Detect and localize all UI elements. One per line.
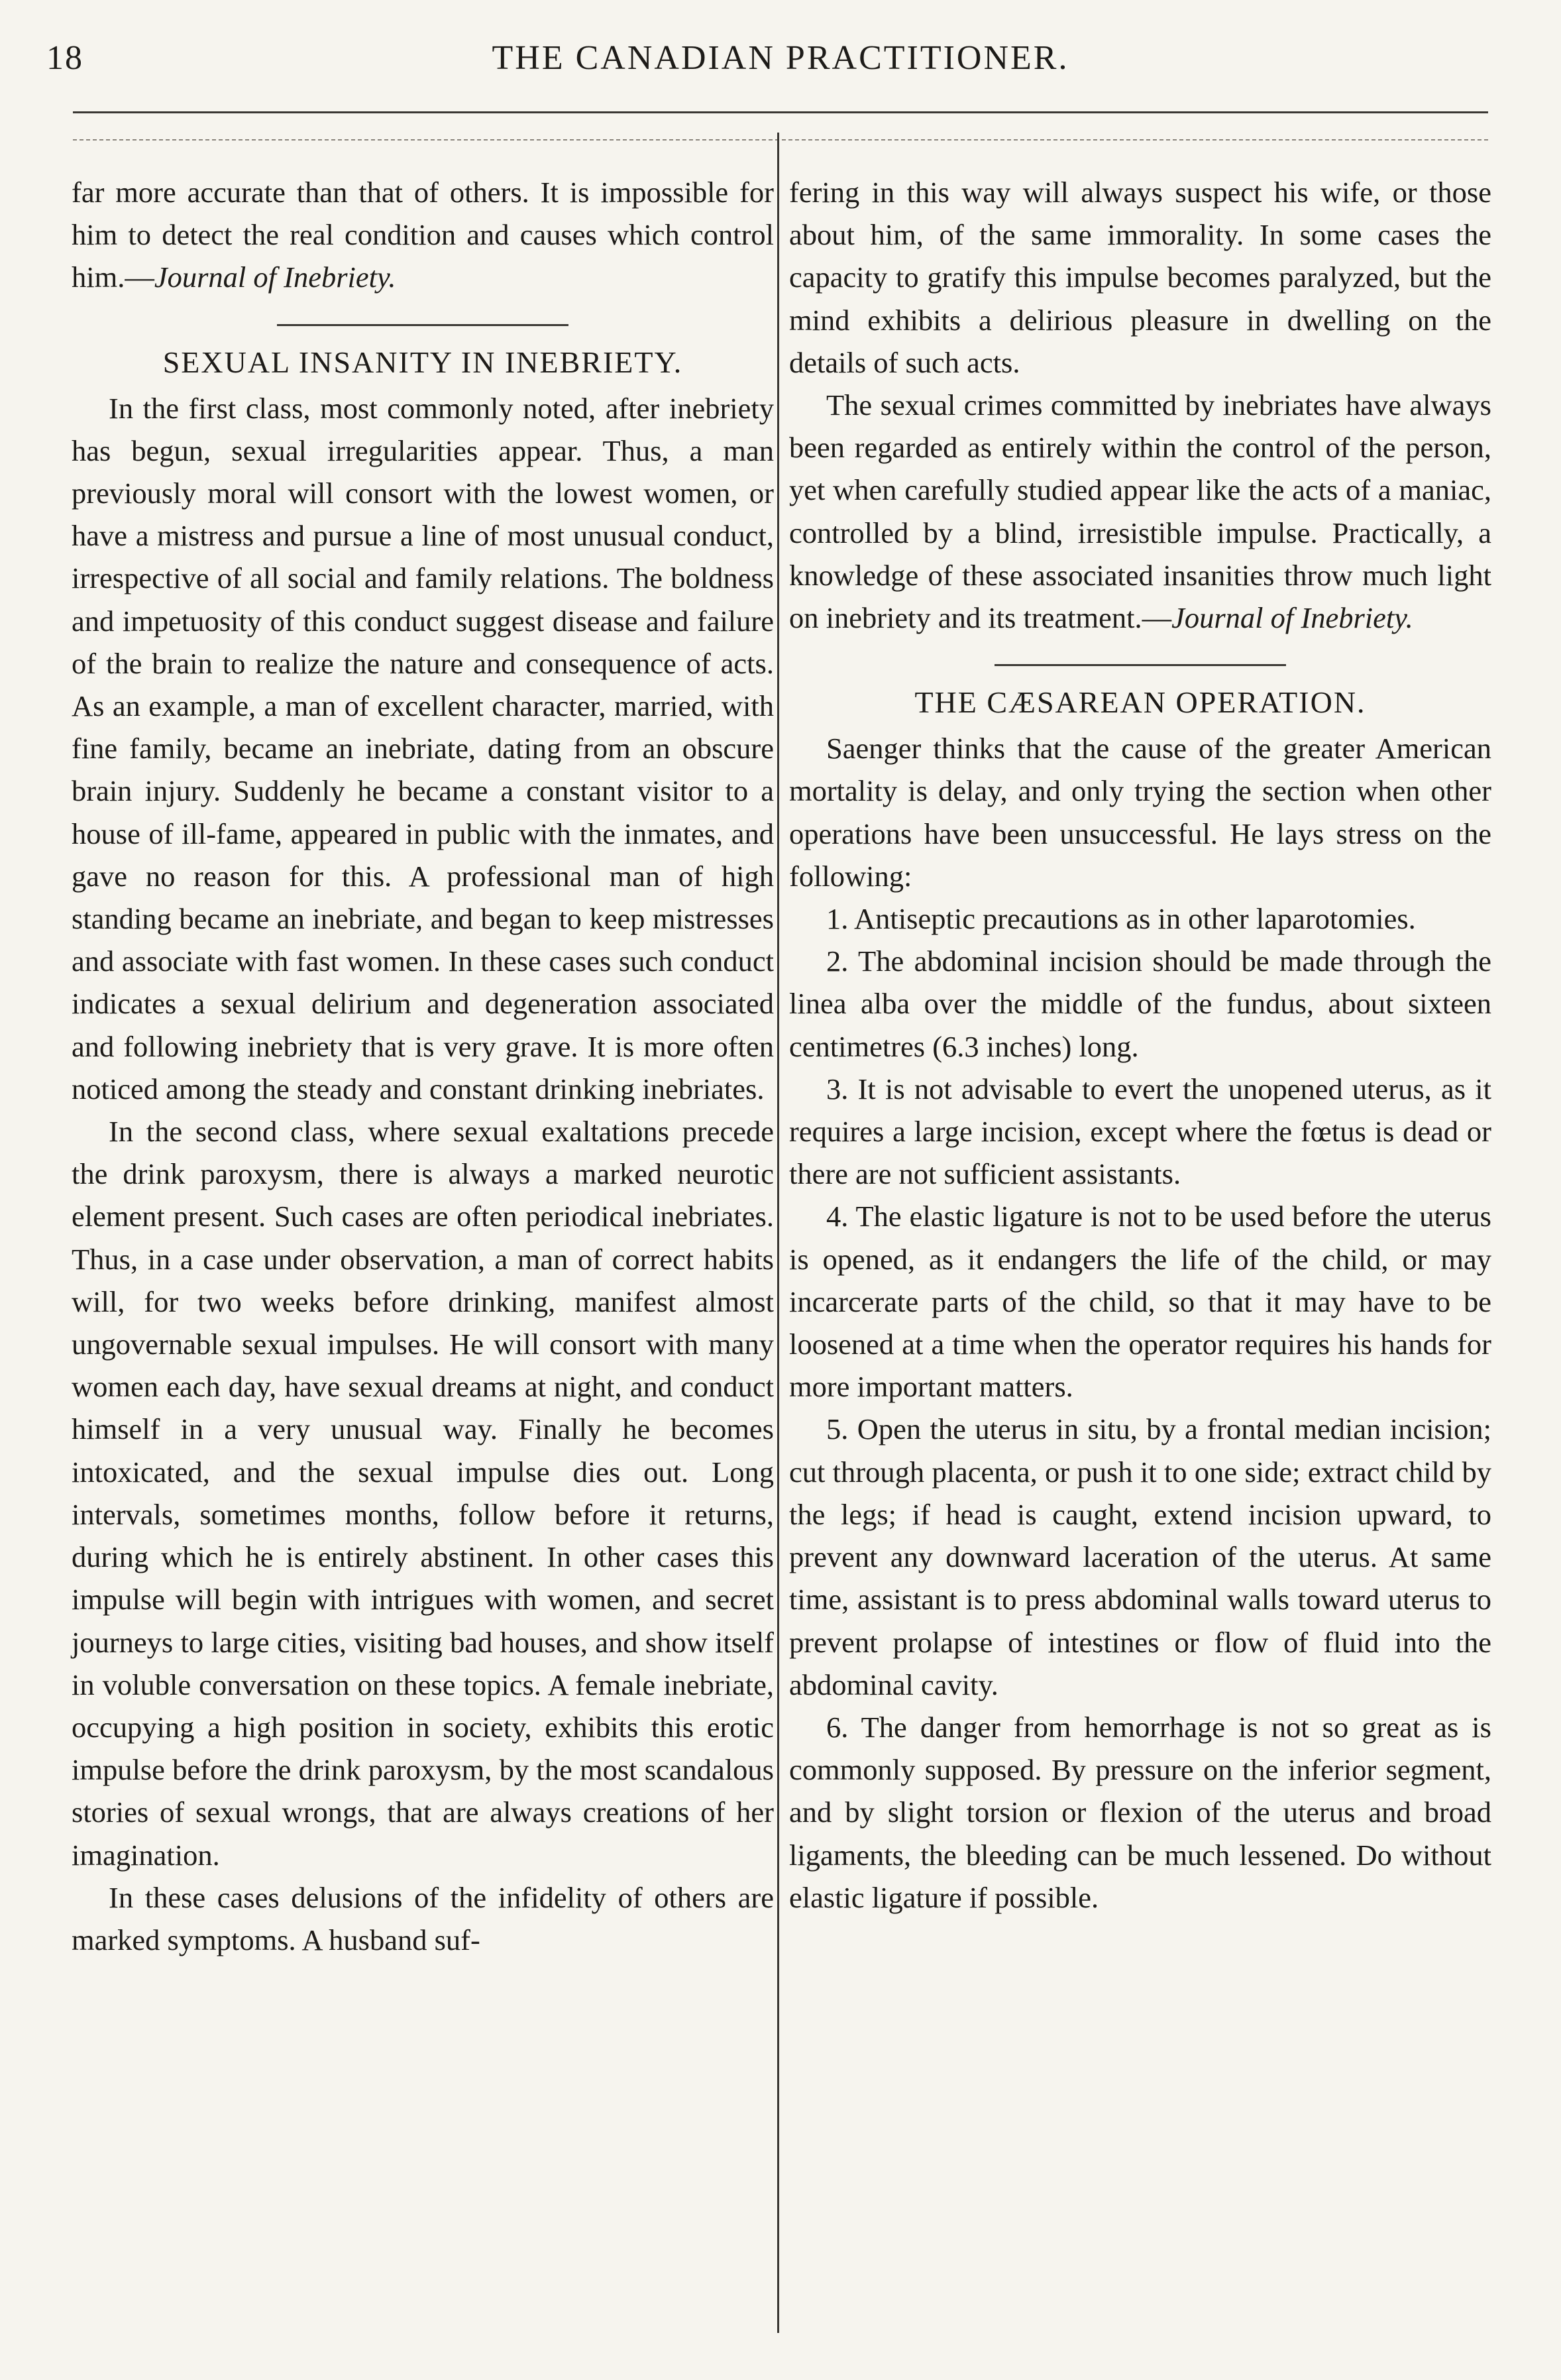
numbered-item: 3. It is not advisable to evert the unopened uterus, as it requires a large incision, except where the fœtus is dead or there are not sufficient assistants.: [789, 1072, 1491, 1191]
running-title: THE CANADIAN PRACTITIONER.: [492, 39, 1069, 77]
numbered-item: 2. The abdominal incision should be made through the linea alba over the middle of the fundus, about sixteen centimetres (6.3 inches) long.: [789, 944, 1491, 1063]
continuation-text: far more accurate than that of others. It is impossible for him to detect the real condition and causes which control him.—: [72, 176, 774, 294]
intro-paragraph: Saenger thinks that the cause of the greater American mortality is delay, and only trying the section when other operations have been unsuccessful. He lays stress on the following:: [789, 732, 1491, 893]
numbered-item: 5. Open the uterus in situ, by a frontal median incision; cut through placenta, or push it to one side; extract child by the legs; if head is caught, extend incision upward, to prevent any downward laceration of the uterus. At same time, assistant is to press abdominal walls toward uterus to prevent prolapse of intestines or flow of fluid into the abdominal cavity.: [789, 1412, 1491, 1701]
section-title: THE CÆSAREAN OPERATION.: [914, 685, 1366, 720]
citation: Journal of Inebriety.: [1171, 601, 1413, 635]
left-column: [72, 171, 774, 1961]
paragraph-text: The sexual crimes committed by inebriates have always been regarded as entirely within the control of the person, yet when carefully studied appear like the acts of a maniac, controlled by a blind, irresistible impulse. Practically, a knowledge of these associated insanities throw much light on inebriety and its treatment.—: [789, 388, 1491, 635]
numbered-item: 6. The danger from hemorrhage is not so great as is commonly supposed. By pressure on the inferior segment, and by slight torsion or flexion of the uterus and broad ligaments, the bleeding can be much lessened. Do without elastic ligature if possible.: [789, 1710, 1491, 1914]
body-paragraph: In the first class, most commonly noted, after inebriety has begun, sexual irregularities appear. Thus, a man previously moral will consort with the lowest women, or have a mistress and pursue a line of most unusual conduct, irrespective of all social and family relations. The boldness and impetuosity of this conduct suggest disease and failure of the brain to realize the nature and consequence of acts. As an example, a man of excellent character, married, with fine family, became an inebriate, dating from an obscure brain injury. Suddenly he became a constant visitor to a house of ill-fame, appeared in public with the inmates, and gave no reason for this. A professional man of high standing became an inebriate, and began to keep mistresses and associate with fast women. In these cases such conduct indicates a sexual delirium and degeneration associated and following inebriety that is very grave. It is more often noticed among the steady and constant drinking inebriates.: [72, 391, 774, 1105]
continuation-paragraph: fering in this way will always suspect his wife, or those about him, of the same immorality. In some cases the capacity to gratify this impulse becomes paralyzed, but the mind exhibits a delirious pleasure in dwelling on the details of such acts.: [789, 176, 1491, 379]
numbered-item: 1. Antiseptic precautions as in other laparotomies.: [826, 902, 1416, 936]
body-paragraph: In these cases delusions of the infidelity of others are marked symptoms. A husband suf-: [72, 1880, 774, 1956]
section-title: SEXUAL INSANITY IN INEBRIETY.: [162, 345, 683, 379]
page-number: 18: [46, 39, 83, 77]
body-paragraph: In the second class, where sexual exaltations precede the drink paroxysm, there is always a marked neurotic element present. Such cases are often periodical inebriates. Thus, in a case under observation, a man of correct habits will, for two weeks before drinking, manifest almost ungovernable sexual impulses. He will consort with many women each day, have sexual dreams at night, and conduct himself in a very unusual way. Finally he becomes intoxicated, and the sexual impulse dies out. Long intervals, sometimes months, follow before it returns, during which he is entirely abstinent. In other cases this impulse will begin with intrigues with women, and secret journeys to large cities, visiting bad houses, and show itself in voluble conversation on these topics. A female inebriate, occupying a high position in society, exhibits this erotic impulse before the drink paroxysm, by the most scandalous stories of sexual wrongs, that are always creations of her imagination.: [72, 1115, 774, 1872]
continuation-paragraph: [72, 171, 774, 299]
numbered-item: 4. The elastic ligature is not to be used before the uterus is opened, as it endangers the life of the child, or may incarcerate parts of the child, so that it may have to be loosened at a time when the operator requires his hands for more important matters.: [789, 1200, 1491, 1404]
citation: Journal of Inebriety.: [154, 260, 396, 294]
right-column: [789, 171, 1491, 1919]
header-rule-dashed: [73, 139, 1488, 141]
section-rule: [995, 664, 1286, 666]
section-rule: [277, 324, 568, 326]
column-divider: [777, 133, 779, 2333]
body-paragraph: [789, 384, 1491, 639]
header-rule: [73, 111, 1488, 113]
